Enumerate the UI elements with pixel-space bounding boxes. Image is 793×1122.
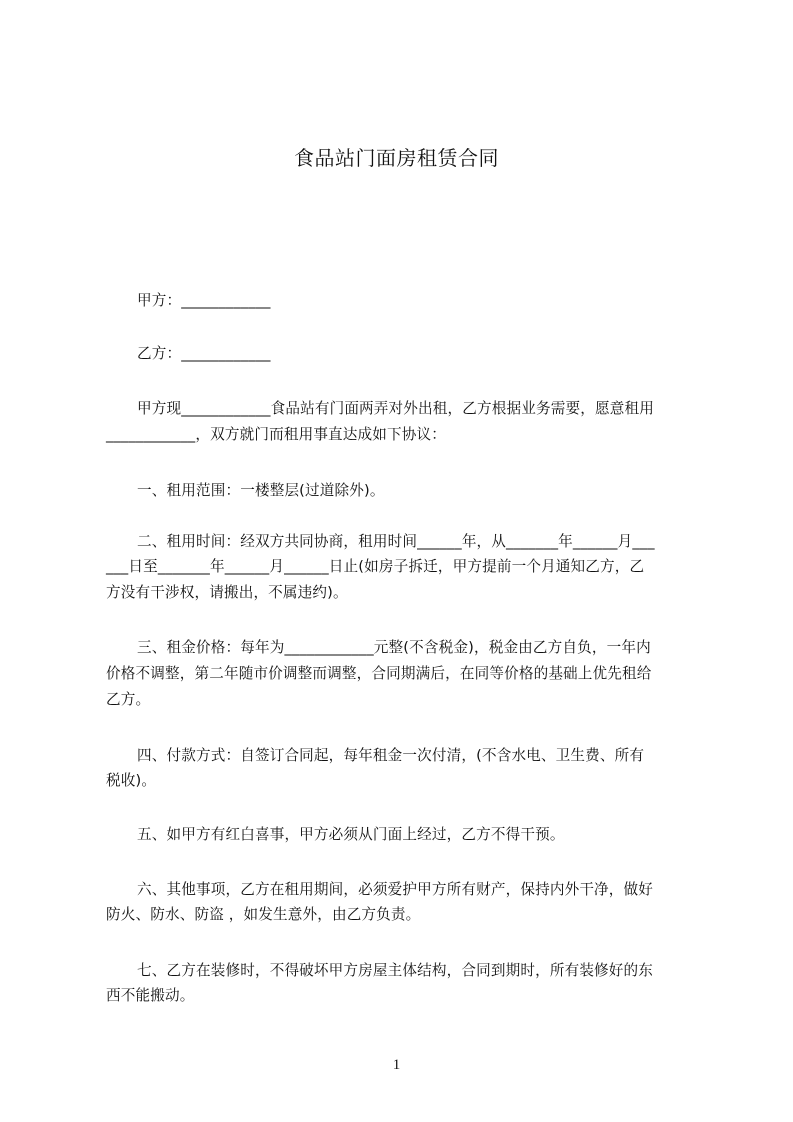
clause-7-line-1: 七、乙方在装修时，不得破坏甲方房屋主体结构，合同到期时，所有装修好的东: [137, 962, 654, 979]
clause-3-line-1: 三、租金价格：每年为____________元整(不含税金)，税金由乙方自负，一年内: [137, 639, 651, 656]
clause-4-line-1: 四、付款方式：自签订合同起，每年租金一次付清，(不含水电、卫生费、所有: [137, 747, 645, 764]
clause-5-line: 五、如甲方有红白喜事，甲方必须从门面上经过，乙方不得干预。: [137, 826, 565, 843]
party-b-line: 乙方：____________: [137, 345, 271, 362]
clause-6-line-1: 六、其他事项，乙方在租用期间，必须爱护甲方所有财产，保持内外干净，做好: [137, 881, 654, 898]
party-a-line: 甲方：____________: [137, 292, 271, 309]
clause-7-line-2: 西不能搬动。: [106, 987, 195, 1004]
document-title: 食品站门面房租赁合同: [294, 146, 499, 170]
clause-4-line-2: 税收)。: [106, 772, 157, 789]
clause-2-line-2: ___日至_______年______月______日止(如房子拆迁，甲方提前一个月通知乙方，乙: [106, 558, 645, 575]
intro-line-1: 甲方现____________食品站有门面两弄对外出租，乙方根据业务需要，愿意租用: [137, 400, 654, 417]
intro-line-2: ____________，双方就门而租用事直达成如下协议：: [106, 426, 447, 443]
clause-1-line: 一、租用范围：一楼整层(过道除外)。: [137, 482, 385, 499]
page-number: 1: [392, 1057, 401, 1073]
clause-6-line-2: 防火、防水、防盗 ，如发生意外，由乙方负责。: [106, 906, 421, 923]
clause-3-line-3: 乙方。: [106, 691, 151, 708]
clause-2-line-1: 二、租用时间：经双方共同协商，租用时间______年，从_______年______月___: [137, 533, 655, 550]
clause-3-line-2: 价格不调整，第二年随市价调整而调整，合同期满后，在同等价格的基础上优先租给: [106, 665, 652, 682]
clause-2-line-3: 方没有干涉权，请搬出，不属违约)。: [106, 584, 348, 601]
